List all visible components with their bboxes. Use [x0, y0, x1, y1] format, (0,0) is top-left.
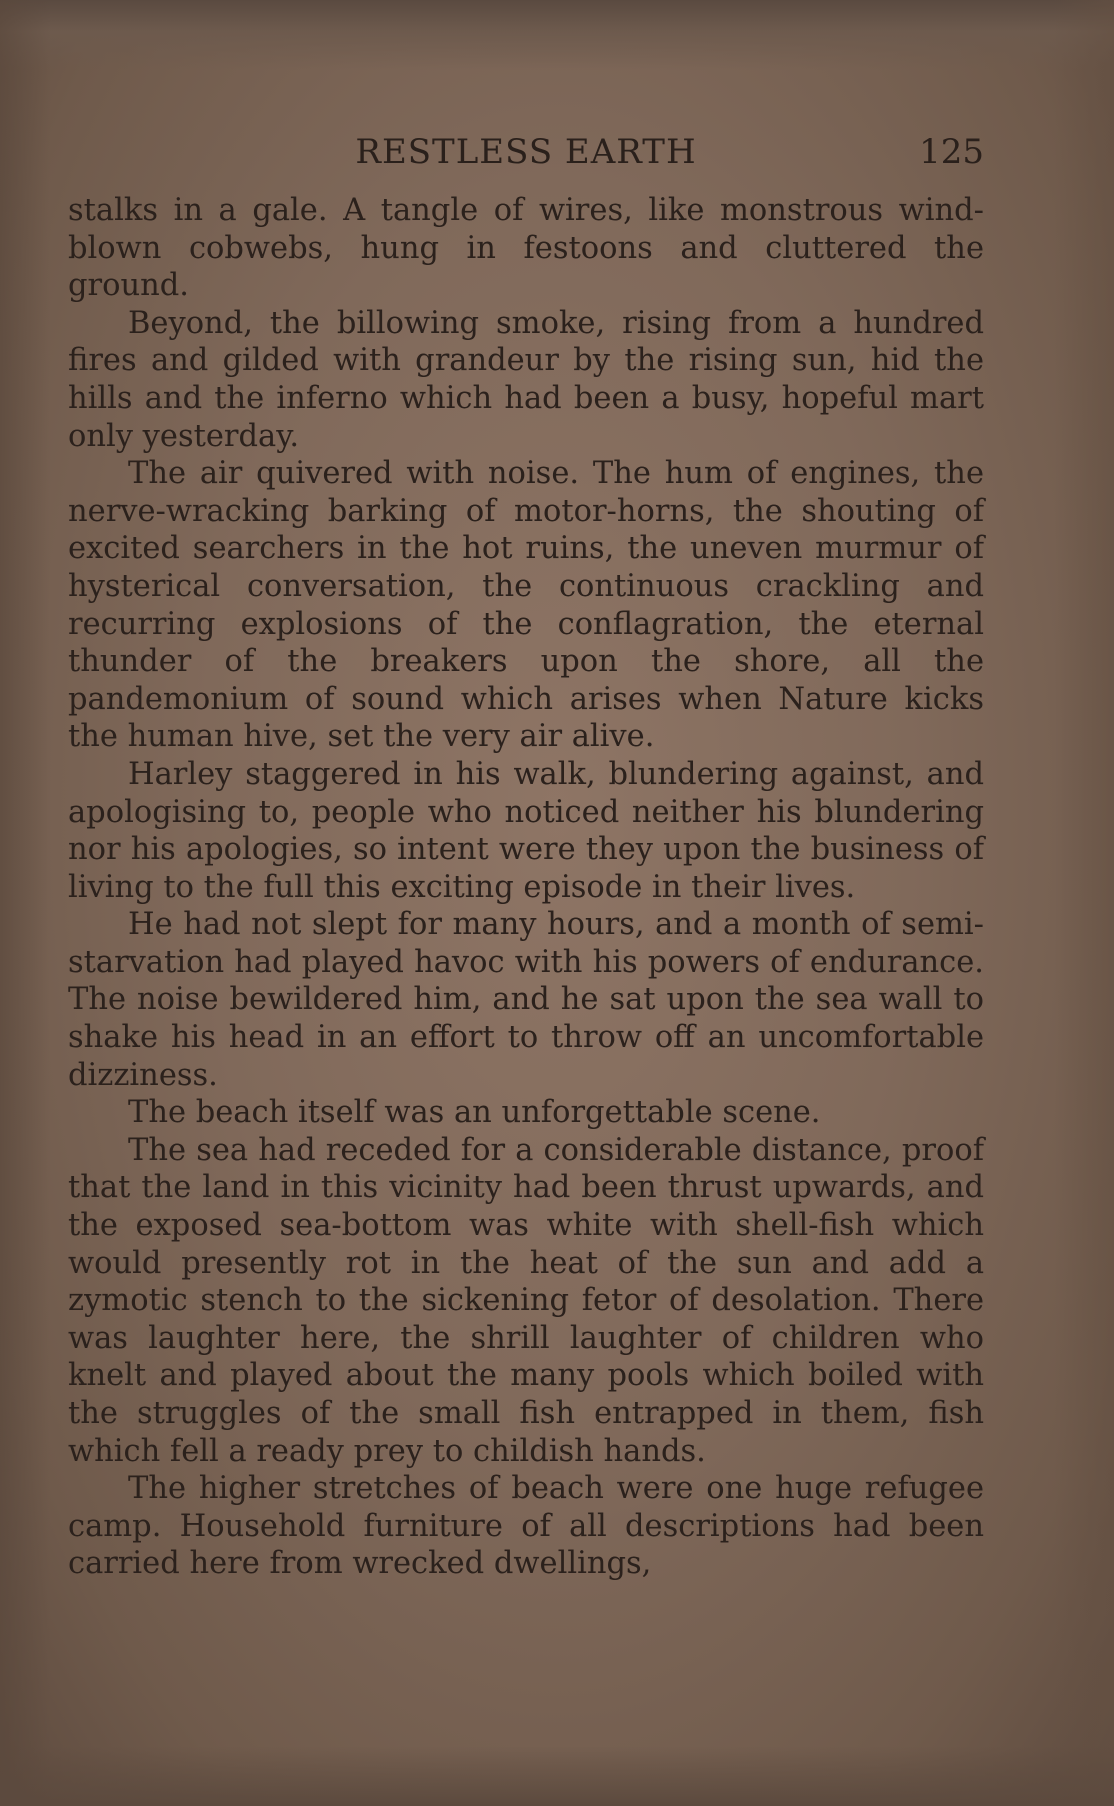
paragraph-8: The higher stretches of beach were one huge refugee camp. Household furniture of all descriptions had been carried here from wrecked dwellings, [68, 1471, 984, 1582]
paragraph-3: The air quivered with noise. The hum of engines, the nerve-wracking barking of motor-horns, the shouting of excited searchers in the hot ruins, the uneven murmur of hysterical conversation, the continuous crackling and recurring explosions of the conflagration, the eternal thunder of the breakers upon the shore, all the pandemonium of sound which arises when Nature kicks the human hive, set the very air alive. [68, 456, 984, 755]
page-number: 125 [919, 132, 984, 172]
running-head: RESTLESS EARTH [355, 132, 697, 172]
page-left-shadow [0, 0, 50, 1806]
paragraph-5: He had not slept for many hours, and a month of semi-starvation had played havoc with his powers of endurance. The noise bewildered him, and he sat upon the sea wall to shake his head in an effort to throw off an uncomfortable dizziness. [68, 907, 984, 1093]
page-bottom-shadow [0, 1746, 1114, 1806]
paragraph-7: The sea had receded for a considerable distance, proof that the land in this vicinity had been thrust upwards, and the exposed sea-bottom was white with shell-fish which would presently rot in the heat of the sun and add a zymotic stench to the sickening fetor of desolation. There was laughter here, the shrill laughter of children who knelt and played about the many pools which boiled with the struggles of the small fish entrapped in them, fish which fell a ready prey to childish hands. [68, 1132, 984, 1469]
page-top-shadow [0, 0, 1114, 70]
paragraph-2: Beyond, the billowing smoke, rising from a hundred fires and gilded with grandeur by the rising sun, hid the hills and the inferno which had been a busy, hopeful mart only yesterday. [68, 305, 984, 454]
page-right-shadow [1054, 0, 1114, 1806]
paragraph-6: The beach itself was an unforgettable scene. [128, 1095, 821, 1131]
paragraph-1: stalks in a gale. A tangle of wires, like monstrous wind-blown cobwebs, hung in festoons and cluttered the ground. [68, 193, 984, 304]
paragraph-4: Harley staggered in his walk, blundering against, and apologising to, people who noticed neither his blundering nor his apologies, so intent were they upon the business of living to the full this exciting episode in their lives. [68, 756, 984, 905]
page-header [68, 128, 984, 178]
body-text [68, 192, 984, 1583]
